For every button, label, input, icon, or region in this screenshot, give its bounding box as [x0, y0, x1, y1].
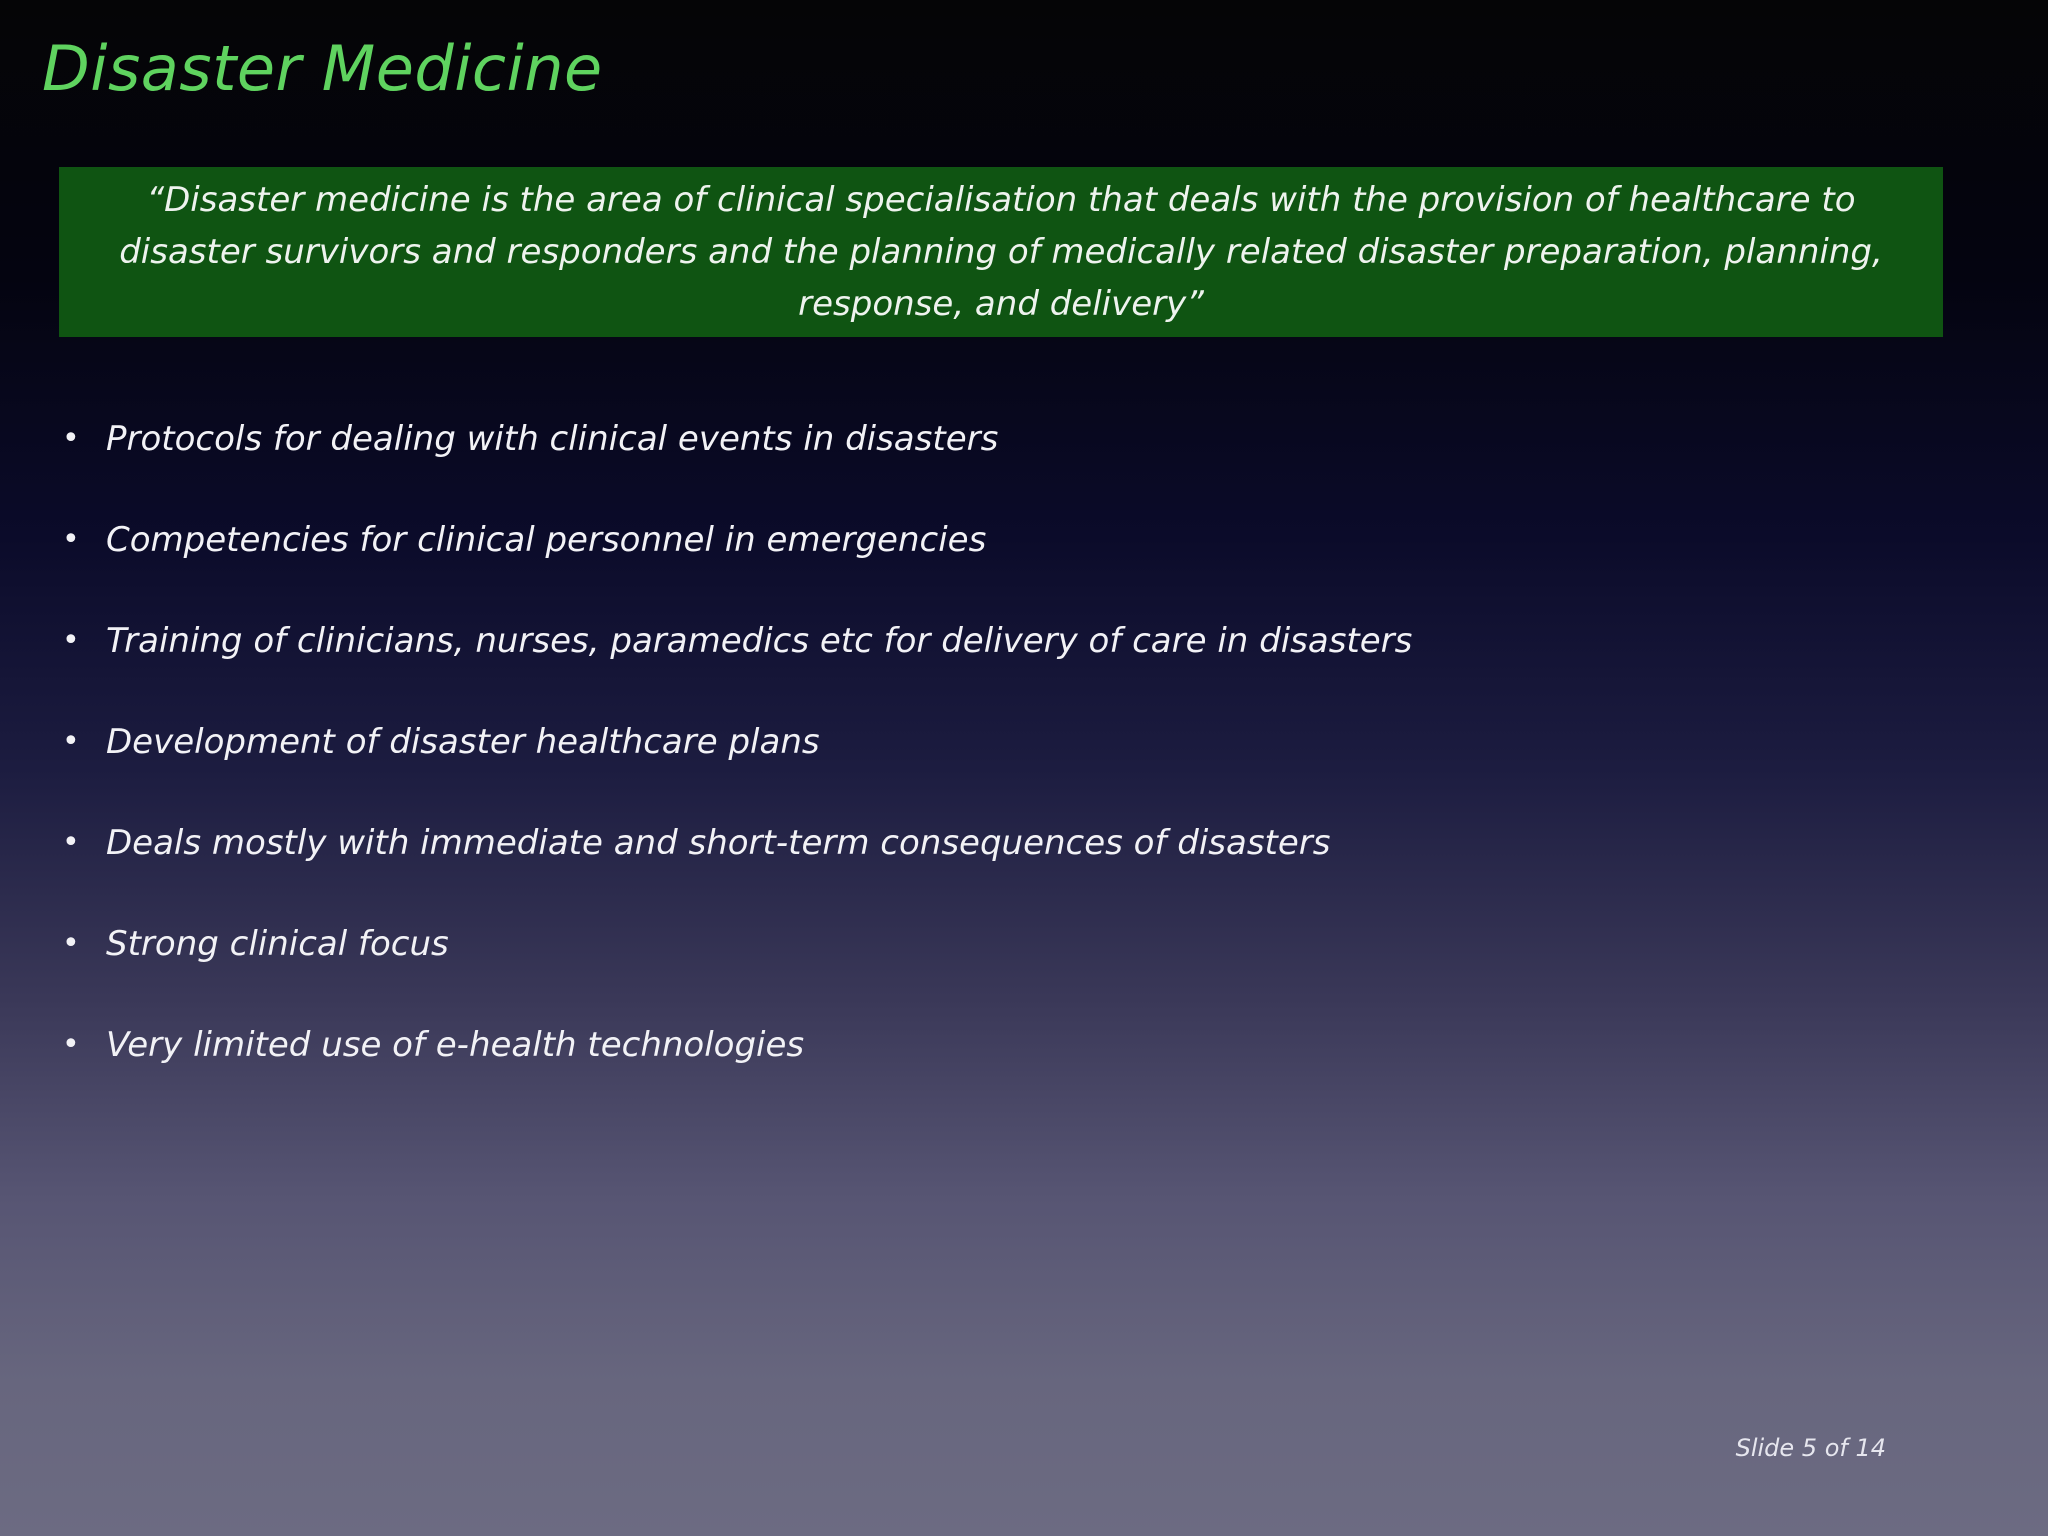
list-item [62, 590, 1412, 691]
slide-number: Slide 5 of 14 [1735, 1434, 1886, 1462]
bullet-icon: • [62, 825, 80, 860]
list-item [62, 792, 1412, 893]
definition-quote: “Disaster medicine is the area of clinical specialisation that deals with the provision of healthcare to disaster survivors and responders and the planning of medically related disaster preparation, planning, response, and delivery” [119, 180, 1883, 324]
bullet-text: Protocols for dealing with clinical events in disasters [106, 418, 999, 459]
bullet-text: Strong clinical focus [106, 923, 449, 964]
list-item [62, 691, 1412, 792]
bullet-text: Competencies for clinical personnel in emergencies [106, 519, 987, 560]
bullet-text: Deals mostly with immediate and short-term consequences of disasters [106, 822, 1331, 863]
bullet-icon: • [62, 724, 80, 759]
list-item [62, 994, 1412, 1095]
list-item [62, 893, 1412, 994]
bullet-icon: • [62, 926, 80, 961]
list-item [62, 489, 1412, 590]
definition-box [59, 167, 1943, 337]
bullet-text: Very limited use of e-health technologies [106, 1024, 805, 1065]
bullet-list [62, 388, 1412, 1095]
bullet-text: Training of clinicians, nurses, paramedics etc for delivery of care in disasters [106, 620, 1413, 661]
bullet-icon: • [62, 623, 80, 658]
bullet-icon: • [62, 1027, 80, 1062]
bullet-icon: • [62, 522, 80, 557]
bullet-text: Development of disaster healthcare plans [106, 721, 820, 762]
list-item [62, 388, 1412, 489]
bullet-icon: • [62, 421, 80, 456]
slide-title: Disaster Medicine [42, 32, 603, 105]
